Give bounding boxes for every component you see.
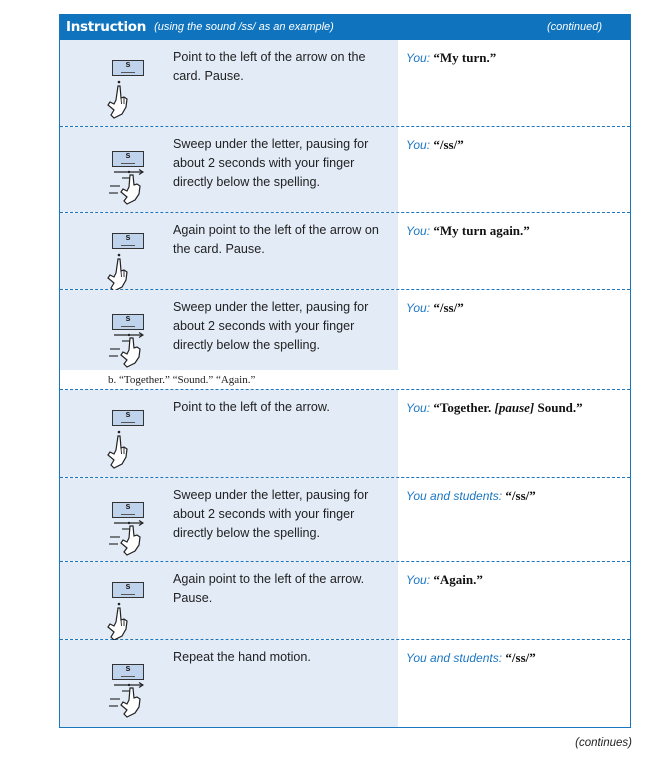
- card-letter: s: [125, 59, 131, 69]
- icon-cell: [60, 390, 165, 477]
- subheading: b. “Together.” “Sound.” “Again.”: [60, 370, 630, 390]
- letter-card-icon: [112, 410, 144, 426]
- sweep-hand-icon: [108, 332, 148, 373]
- letter-card-icon: [112, 233, 144, 249]
- sweep-hand-icon: [108, 169, 148, 210]
- table-row: [60, 290, 630, 370]
- instruction-text: Again point to the left of the arrow on the card. Pause.: [165, 213, 398, 289]
- script-quote: “Again.”: [433, 572, 483, 587]
- instruction-text: Again point to the left of the arrow. Pause.: [165, 562, 398, 639]
- script-quote: “/ss/”: [433, 300, 464, 315]
- table-row: [60, 390, 630, 478]
- pointing-hand-icon: [102, 80, 132, 125]
- card-letter: s: [125, 663, 131, 673]
- sweep-hand-icon: [108, 520, 148, 561]
- continues-note: (continues): [575, 737, 632, 749]
- script-quote: “Together. [pause] Sound.”: [433, 400, 583, 415]
- letter-card-icon: [112, 314, 144, 330]
- table-row: [60, 127, 630, 213]
- card-letter: s: [125, 232, 131, 242]
- speaker-label: You:: [406, 224, 434, 238]
- letter-card-icon: [112, 582, 144, 598]
- script-cell: [398, 290, 630, 370]
- card-letter: s: [125, 409, 131, 419]
- header-subtitle: (using the sound /ss/ as an example): [154, 21, 334, 33]
- instruction-table: [59, 14, 631, 728]
- arrow-icon: [121, 514, 135, 515]
- speaker-label: You:: [406, 51, 434, 65]
- table-row: [60, 640, 630, 727]
- letter-card-icon: [112, 502, 144, 518]
- speaker-label: You:: [406, 401, 434, 415]
- header-title: Instruction: [66, 19, 147, 35]
- speaker-label: You and students:: [406, 489, 506, 503]
- icon-cell: [60, 562, 165, 639]
- speaker-label: You:: [406, 301, 434, 315]
- icon-cell: [60, 478, 165, 561]
- table-row: [60, 40, 630, 127]
- icon-cell: [60, 640, 165, 727]
- speaker-label: You and students:: [406, 651, 506, 665]
- script-quote: “/ss/”: [433, 137, 464, 152]
- instruction-text: Sweep under the letter, pausing for about 2 seconds with your finger directly below the spelling.: [165, 127, 398, 212]
- script-quote: “My turn.”: [433, 50, 497, 65]
- instruction-text: Repeat the hand motion.: [165, 640, 398, 727]
- speaker-label: You:: [406, 573, 434, 587]
- arrow-icon: [121, 72, 135, 73]
- script-cell: [398, 562, 630, 639]
- pointing-hand-icon: [102, 430, 132, 475]
- script-quote: “/ss/”: [505, 488, 536, 503]
- icon-cell: [60, 127, 165, 212]
- script-cell: [398, 213, 630, 289]
- header-continued: (continued): [546, 21, 602, 33]
- script-cell: [398, 127, 630, 212]
- script-cell: [398, 390, 630, 477]
- table-header: [60, 14, 630, 40]
- table-row: [60, 213, 630, 290]
- letter-card-icon: [112, 151, 144, 167]
- script-quote: “/ss/”: [505, 650, 536, 665]
- arrow-icon: [121, 422, 135, 423]
- script-cell: [398, 478, 630, 561]
- script-cell: [398, 40, 630, 126]
- script-quote: “My turn again.”: [433, 223, 530, 238]
- instruction-text: Sweep under the letter, pausing for about 2 seconds with your finger directly below the spelling.: [165, 478, 398, 561]
- arrow-icon: [121, 594, 135, 595]
- icon-cell: [60, 40, 165, 126]
- arrow-icon: [121, 326, 135, 327]
- instruction-text: Point to the left of the arrow.: [165, 390, 398, 477]
- script-cell: [398, 640, 630, 727]
- arrow-icon: [121, 245, 135, 246]
- table-row: [60, 562, 630, 640]
- table-row: [60, 478, 630, 562]
- letter-card-icon: [112, 60, 144, 76]
- instruction-text: Point to the left of the arrow on the card. Pause.: [165, 40, 398, 126]
- letter-card-icon: [112, 664, 144, 680]
- speaker-label: You:: [406, 138, 434, 152]
- instruction-text: Sweep under the letter, pausing for about 2 seconds with your finger directly below the spelling.: [165, 290, 398, 370]
- icon-cell: [60, 290, 165, 370]
- card-letter: s: [125, 150, 131, 160]
- card-letter: s: [125, 313, 131, 323]
- arrow-icon: [121, 163, 135, 164]
- icon-cell: [60, 213, 165, 289]
- card-letter: s: [125, 501, 131, 511]
- sweep-hand-icon: [108, 682, 148, 723]
- arrow-icon: [121, 676, 135, 677]
- card-letter: s: [125, 581, 131, 591]
